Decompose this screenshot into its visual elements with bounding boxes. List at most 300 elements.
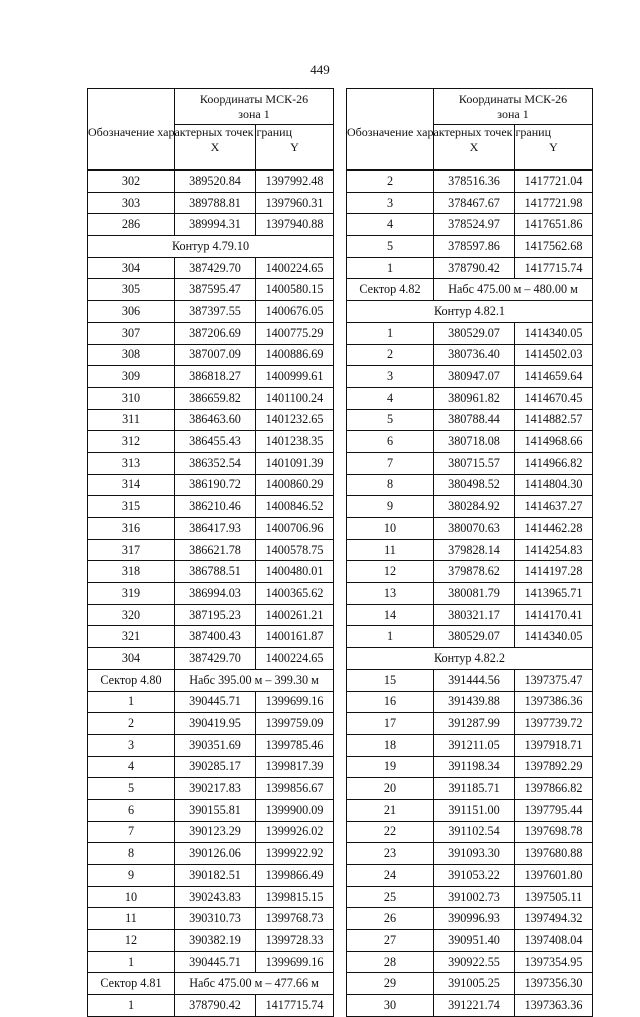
point-id: 6 <box>88 799 175 821</box>
x-coordinate: 390922.55 <box>434 951 515 973</box>
y-coordinate: 1401091.39 <box>256 452 334 474</box>
x-header: X <box>175 125 256 171</box>
x-coordinate: 386659.82 <box>175 387 256 409</box>
point-id: 16 <box>347 691 434 713</box>
y-coordinate: 1400860.29 <box>256 474 334 496</box>
y-coordinate: 1400161.87 <box>256 626 334 648</box>
page-number: 449 <box>310 62 330 77</box>
table-row <box>88 387 334 409</box>
x-coordinate: 390182.51 <box>175 865 256 887</box>
y-coordinate: 1400846.52 <box>256 496 334 518</box>
point-id: 29 <box>347 973 434 995</box>
point-id: 15 <box>347 669 434 691</box>
table-row <box>88 301 334 323</box>
y-coordinate: 1399866.49 <box>256 865 334 887</box>
y-coordinate: 1400886.69 <box>256 344 334 366</box>
point-id: 17 <box>347 713 434 735</box>
x-coordinate: 387429.70 <box>175 648 256 670</box>
point-id: 4 <box>88 756 175 778</box>
y-coordinate: 1399817.39 <box>256 756 334 778</box>
point-id: 10 <box>347 518 434 540</box>
coords-title-line1: Координаты МСК-26 <box>199 92 309 106</box>
table-row <box>347 756 593 778</box>
table-row <box>347 431 593 453</box>
point-id: 18 <box>347 734 434 756</box>
x-coordinate: 389520.84 <box>175 170 256 192</box>
y-coordinate: 1401232.65 <box>256 409 334 431</box>
table-row <box>88 756 334 778</box>
y-coordinate: 1414968.66 <box>515 431 593 453</box>
table-row <box>88 170 334 192</box>
table-row <box>347 973 593 995</box>
y-coordinate: 1399815.15 <box>256 886 334 908</box>
y-coordinate: 1397494.32 <box>515 908 593 930</box>
table-row <box>88 691 334 713</box>
point-id: 8 <box>347 474 434 496</box>
y-coordinate: 1397960.31 <box>256 192 334 214</box>
y-coordinate: 1399759.09 <box>256 713 334 735</box>
x-coordinate: 390419.95 <box>175 713 256 735</box>
x-coordinate: 387595.47 <box>175 279 256 301</box>
y-coordinate: 1397739.72 <box>515 713 593 735</box>
x-coordinate: 378516.36 <box>434 170 515 192</box>
table-row <box>88 995 334 1017</box>
x-coordinate: 386994.03 <box>175 583 256 605</box>
y-coordinate: 1414670.45 <box>515 387 593 409</box>
table-row <box>88 778 334 800</box>
point-id: 11 <box>88 908 175 930</box>
x-coordinate: 391221.74 <box>434 995 515 1017</box>
table-row <box>347 366 593 388</box>
contour-row-label: Контур 4.82.2 <box>347 648 593 670</box>
point-id: 5 <box>88 778 175 800</box>
y-coordinate: 1397940.88 <box>256 214 334 236</box>
x-coordinate: 378467.67 <box>434 192 515 214</box>
table-row <box>347 452 593 474</box>
x-coordinate: 386788.51 <box>175 561 256 583</box>
y-coordinate: 1400578.75 <box>256 539 334 561</box>
x-coordinate: 387400.43 <box>175 626 256 648</box>
point-id: 14 <box>347 604 434 626</box>
table-row <box>347 192 593 214</box>
y-coordinate: 1414170.41 <box>515 604 593 626</box>
coords-title-line1: Координаты МСК-26 <box>458 92 568 106</box>
table-row <box>88 821 334 843</box>
table-row <box>347 951 593 973</box>
point-id: 26 <box>347 908 434 930</box>
x-coordinate: 391439.88 <box>434 691 515 713</box>
point-id: 1 <box>88 691 175 713</box>
point-id: 10 <box>88 886 175 908</box>
table-row <box>347 691 593 713</box>
table-row <box>88 322 334 344</box>
x-coordinate: 391002.73 <box>434 886 515 908</box>
point-id: 318 <box>88 561 175 583</box>
y-coordinate: 1414502.03 <box>515 344 593 366</box>
y-coordinate: 1399785.46 <box>256 734 334 756</box>
table-row <box>88 648 334 670</box>
x-coordinate: 390285.17 <box>175 756 256 778</box>
y-coordinate: 1414340.05 <box>515 626 593 648</box>
point-id: 1 <box>88 995 175 1017</box>
y-coordinate: 1400775.29 <box>256 322 334 344</box>
x-coordinate: 391093.30 <box>434 843 515 865</box>
table-row <box>347 344 593 366</box>
y-coordinate: 1417715.74 <box>256 995 334 1017</box>
table-row <box>347 886 593 908</box>
left-table-body <box>88 170 334 1016</box>
point-id: 304 <box>88 257 175 279</box>
table-row <box>88 799 334 821</box>
table-row <box>347 257 593 279</box>
point-label-header: Обозначение характерных точек границ <box>347 89 434 171</box>
table-row <box>347 865 593 887</box>
table-row <box>347 474 593 496</box>
point-id: 309 <box>88 366 175 388</box>
y-coordinate: 1397795.44 <box>515 799 593 821</box>
y-coordinate: 1397992.48 <box>256 170 334 192</box>
x-coordinate: 387206.69 <box>175 322 256 344</box>
sector-label: Сектор 4.82 <box>347 279 434 301</box>
table-row <box>347 496 593 518</box>
x-coordinate: 387397.55 <box>175 301 256 323</box>
table-row <box>88 431 334 453</box>
x-coordinate: 389994.31 <box>175 214 256 236</box>
y-coordinate: 1414197.28 <box>515 561 593 583</box>
table-row <box>347 583 593 605</box>
y-coordinate: 1400999.61 <box>256 366 334 388</box>
y-coordinate: 1417651.86 <box>515 214 593 236</box>
point-id: 5 <box>347 236 434 258</box>
table-row <box>88 409 334 431</box>
x-coordinate: 386818.27 <box>175 366 256 388</box>
point-id: 20 <box>347 778 434 800</box>
y-coordinate: 1417715.74 <box>515 257 593 279</box>
x-header: X <box>434 125 515 171</box>
y-coordinate: 1400365.62 <box>256 583 334 605</box>
table-row <box>347 995 593 1017</box>
point-id: 7 <box>88 821 175 843</box>
x-coordinate: 390310.73 <box>175 908 256 930</box>
y-header: Y <box>256 125 334 171</box>
y-coordinate: 1414637.27 <box>515 496 593 518</box>
x-coordinate: 379828.14 <box>434 539 515 561</box>
point-id: 305 <box>88 279 175 301</box>
table-row <box>88 930 334 952</box>
table-row <box>347 799 593 821</box>
y-coordinate: 1414966.82 <box>515 452 593 474</box>
coords-title-line2: зона 1 <box>497 107 529 121</box>
point-id: 11 <box>347 539 434 561</box>
point-id: 304 <box>88 648 175 670</box>
table-row <box>347 279 593 301</box>
x-coordinate: 390445.71 <box>175 691 256 713</box>
point-id: 4 <box>347 387 434 409</box>
sector-height-range: Набс 475.00 м – 477.66 м <box>175 973 334 995</box>
table-row <box>347 539 593 561</box>
table-row <box>347 669 593 691</box>
table-row <box>88 951 334 973</box>
table-row <box>347 518 593 540</box>
y-coordinate: 1417562.68 <box>515 236 593 258</box>
x-coordinate: 390382.19 <box>175 930 256 952</box>
table-row <box>347 604 593 626</box>
y-coordinate: 1399699.16 <box>256 691 334 713</box>
x-coordinate: 378524.97 <box>434 214 515 236</box>
y-coordinate: 1397505.11 <box>515 886 593 908</box>
y-coordinate: 1397680.88 <box>515 843 593 865</box>
table-row <box>88 366 334 388</box>
sector-height-range: Набс 475.00 м – 480.00 м <box>434 279 593 301</box>
x-coordinate: 390126.06 <box>175 843 256 865</box>
table-row <box>347 648 593 670</box>
y-coordinate: 1397356.30 <box>515 973 593 995</box>
point-id: 25 <box>347 886 434 908</box>
table-row <box>347 322 593 344</box>
x-coordinate: 391185.71 <box>434 778 515 800</box>
point-id: 30 <box>347 995 434 1017</box>
point-id: 19 <box>347 756 434 778</box>
y-coordinate: 1401100.24 <box>256 387 334 409</box>
y-coordinate: 1400224.65 <box>256 648 334 670</box>
point-id: 316 <box>88 518 175 540</box>
x-coordinate: 386463.60 <box>175 409 256 431</box>
x-coordinate: 378790.42 <box>175 995 256 1017</box>
table-row <box>347 170 593 192</box>
y-coordinate: 1397866.82 <box>515 778 593 800</box>
table-row <box>88 908 334 930</box>
x-coordinate: 380718.08 <box>434 431 515 453</box>
table-row <box>88 865 334 887</box>
x-coordinate: 380961.82 <box>434 387 515 409</box>
point-label-header: Обозначение характерных точек границ <box>88 89 175 171</box>
point-id: 13 <box>347 583 434 605</box>
y-coordinate: 1399699.16 <box>256 951 334 973</box>
x-coordinate: 380736.40 <box>434 344 515 366</box>
y-coordinate: 1397892.29 <box>515 756 593 778</box>
point-id: 28 <box>347 951 434 973</box>
y-coordinate: 1399900.09 <box>256 799 334 821</box>
point-id: 320 <box>88 604 175 626</box>
x-coordinate: 386455.43 <box>175 431 256 453</box>
x-coordinate: 391151.00 <box>434 799 515 821</box>
table-row <box>88 583 334 605</box>
point-id: 302 <box>88 170 175 192</box>
y-coordinate: 1399922.92 <box>256 843 334 865</box>
coords-title-line2: зона 1 <box>238 107 270 121</box>
y-coordinate: 1400480.01 <box>256 561 334 583</box>
coordinates-table-right <box>346 88 593 1017</box>
table-row <box>88 886 334 908</box>
x-coordinate: 391102.54 <box>434 821 515 843</box>
table-row <box>347 214 593 236</box>
point-id: 12 <box>347 561 434 583</box>
point-id: 317 <box>88 539 175 561</box>
table-row <box>347 734 593 756</box>
point-id: 321 <box>88 626 175 648</box>
x-coordinate: 380321.17 <box>434 604 515 626</box>
y-coordinate: 1414462.28 <box>515 518 593 540</box>
point-id: 2 <box>88 713 175 735</box>
x-coordinate: 378597.86 <box>434 236 515 258</box>
y-coordinate: 1397918.71 <box>515 734 593 756</box>
point-id: 303 <box>88 192 175 214</box>
table-row <box>88 518 334 540</box>
point-id: 286 <box>88 214 175 236</box>
y-coordinate: 1400224.65 <box>256 257 334 279</box>
y-coordinate: 1414659.64 <box>515 366 593 388</box>
table-row <box>347 821 593 843</box>
point-id: 24 <box>347 865 434 887</box>
y-coordinate: 1401238.35 <box>256 431 334 453</box>
x-coordinate: 380715.57 <box>434 452 515 474</box>
y-coordinate: 1413965.71 <box>515 583 593 605</box>
point-id: 3 <box>347 192 434 214</box>
x-coordinate: 378790.42 <box>434 257 515 279</box>
x-coordinate: 386210.46 <box>175 496 256 518</box>
x-coordinate: 380498.52 <box>434 474 515 496</box>
y-coordinate: 1399728.33 <box>256 930 334 952</box>
x-coordinate: 391005.25 <box>434 973 515 995</box>
y-coordinate: 1399926.02 <box>256 821 334 843</box>
y-coordinate: 1397354.95 <box>515 951 593 973</box>
x-coordinate: 390351.69 <box>175 734 256 756</box>
table-row <box>88 214 334 236</box>
point-id: 4 <box>347 214 434 236</box>
y-coordinate: 1397375.47 <box>515 669 593 691</box>
y-coordinate: 1397698.78 <box>515 821 593 843</box>
x-coordinate: 386417.93 <box>175 518 256 540</box>
table-row <box>88 257 334 279</box>
point-id: 23 <box>347 843 434 865</box>
table-row <box>88 604 334 626</box>
y-coordinate: 1414804.30 <box>515 474 593 496</box>
y-coordinate: 1414254.83 <box>515 539 593 561</box>
contour-row-label: Контур 4.79.10 <box>88 236 334 258</box>
point-id: 9 <box>347 496 434 518</box>
x-coordinate: 386621.78 <box>175 539 256 561</box>
x-coordinate: 380070.63 <box>434 518 515 540</box>
y-header: Y <box>515 125 593 171</box>
table-row <box>88 626 334 648</box>
x-coordinate: 387195.23 <box>175 604 256 626</box>
point-id: 3 <box>88 734 175 756</box>
table-row <box>88 496 334 518</box>
point-id: 308 <box>88 344 175 366</box>
table-row <box>347 626 593 648</box>
table-row <box>88 713 334 735</box>
coordinates-table-left <box>87 88 334 1017</box>
y-coordinate: 1400261.21 <box>256 604 334 626</box>
x-coordinate: 380529.07 <box>434 626 515 648</box>
point-id: 310 <box>88 387 175 409</box>
x-coordinate: 390243.83 <box>175 886 256 908</box>
y-coordinate: 1397408.04 <box>515 930 593 952</box>
x-coordinate: 380284.92 <box>434 496 515 518</box>
point-id: 315 <box>88 496 175 518</box>
table-row <box>347 409 593 431</box>
x-coordinate: 391211.05 <box>434 734 515 756</box>
point-id: 8 <box>88 843 175 865</box>
point-id: 5 <box>347 409 434 431</box>
x-coordinate: 386352.54 <box>175 452 256 474</box>
point-id: 312 <box>88 431 175 453</box>
y-coordinate: 1397601.80 <box>515 865 593 887</box>
table-row <box>88 669 334 691</box>
x-coordinate: 380947.07 <box>434 366 515 388</box>
table-row <box>347 930 593 952</box>
table-row <box>347 908 593 930</box>
table-row <box>88 344 334 366</box>
y-coordinate: 1417721.98 <box>515 192 593 214</box>
y-coordinate: 1399856.67 <box>256 778 334 800</box>
point-id: 314 <box>88 474 175 496</box>
x-coordinate: 380529.07 <box>434 322 515 344</box>
y-coordinate: 1400580.15 <box>256 279 334 301</box>
table-row <box>347 843 593 865</box>
table-row <box>88 192 334 214</box>
x-coordinate: 390996.93 <box>434 908 515 930</box>
y-coordinate: 1397386.36 <box>515 691 593 713</box>
point-id: 1 <box>347 626 434 648</box>
x-coordinate: 380788.44 <box>434 409 515 431</box>
x-coordinate: 387007.09 <box>175 344 256 366</box>
right-table-body <box>347 170 593 1016</box>
point-id: 2 <box>347 344 434 366</box>
point-id: 311 <box>88 409 175 431</box>
x-coordinate: 391287.99 <box>434 713 515 735</box>
point-id: 1 <box>347 322 434 344</box>
table-row <box>88 236 334 258</box>
x-coordinate: 387429.70 <box>175 257 256 279</box>
y-coordinate: 1400706.96 <box>256 518 334 540</box>
table-row <box>347 713 593 735</box>
point-id: 6 <box>347 431 434 453</box>
sector-label: Сектор 4.80 <box>88 669 175 691</box>
point-id: 1 <box>88 951 175 973</box>
table-row <box>88 539 334 561</box>
y-coordinate: 1399768.73 <box>256 908 334 930</box>
table-row <box>347 778 593 800</box>
contour-row-label: Контур 4.82.1 <box>347 301 593 323</box>
table-row <box>88 279 334 301</box>
point-id: 3 <box>347 366 434 388</box>
table-row <box>347 236 593 258</box>
point-id: 22 <box>347 821 434 843</box>
y-coordinate: 1417721.04 <box>515 170 593 192</box>
point-id: 319 <box>88 583 175 605</box>
y-coordinate: 1414340.05 <box>515 322 593 344</box>
x-coordinate: 391444.56 <box>434 669 515 691</box>
point-id: 2 <box>347 170 434 192</box>
y-coordinate: 1400676.05 <box>256 301 334 323</box>
coords-header <box>175 89 334 125</box>
x-coordinate: 389788.81 <box>175 192 256 214</box>
x-coordinate: 390445.71 <box>175 951 256 973</box>
x-coordinate: 379878.62 <box>434 561 515 583</box>
table-row <box>88 561 334 583</box>
x-coordinate: 391053.22 <box>434 865 515 887</box>
x-coordinate: 390951.40 <box>434 930 515 952</box>
x-coordinate: 380081.79 <box>434 583 515 605</box>
x-coordinate: 390155.81 <box>175 799 256 821</box>
table-row <box>347 387 593 409</box>
x-coordinate: 391198.34 <box>434 756 515 778</box>
table-row <box>88 474 334 496</box>
table-row <box>88 973 334 995</box>
point-id: 306 <box>88 301 175 323</box>
x-coordinate: 390123.29 <box>175 821 256 843</box>
